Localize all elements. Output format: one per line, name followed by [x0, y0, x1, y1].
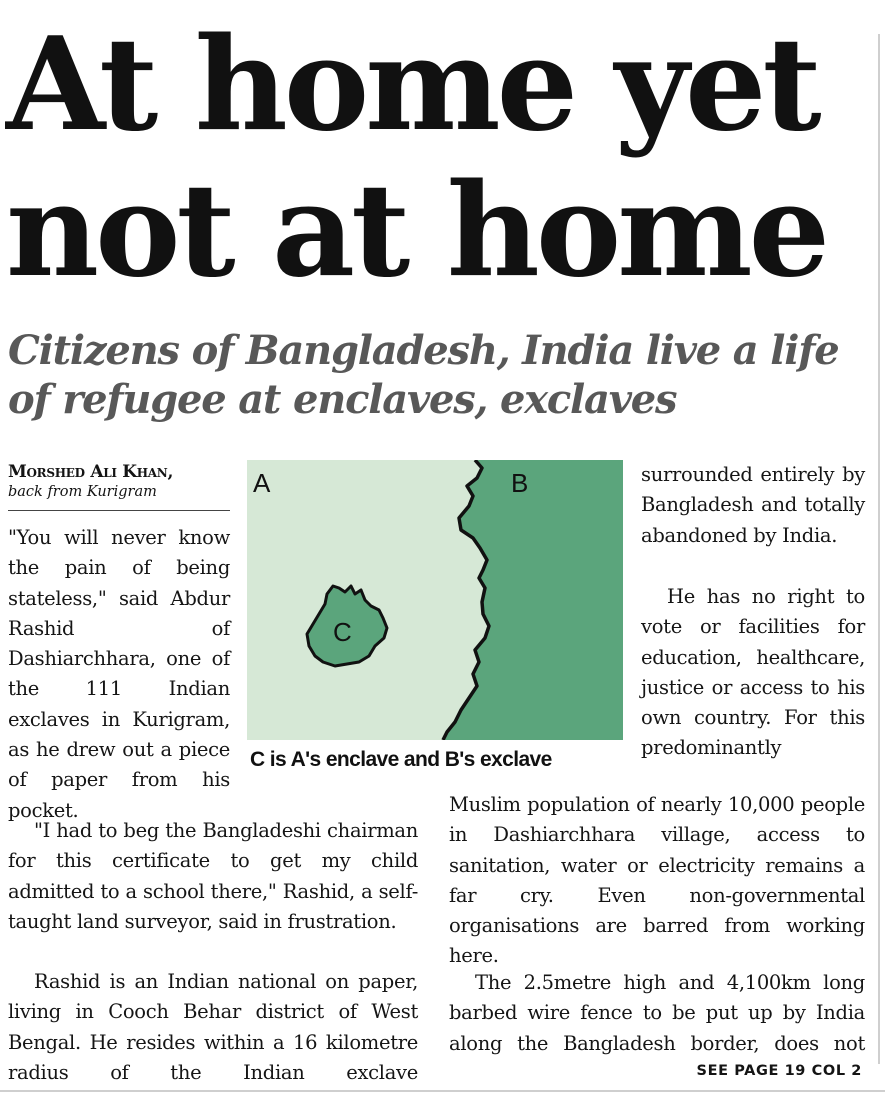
body-column-1-paragraph-1: "You will never know the pain of being stateless," said Abdur Rashid of Dashiarchhara, one of the 111 Indian exclaves in Kurigram, as he drew out a piece of paper from his pocket. [8, 526, 230, 822]
headline-line-2: not at home [6, 156, 827, 306]
body-column-1-paragraph-3: Rashid is an Indian national on paper, living in Cooch Behar district of West Bengal. He resides within a 16 kilometre radius of the Indian exclave [8, 970, 418, 1084]
body-column-1-paragraph-2: "I had to beg the Bangladeshi chairman for this certificate to get my child admitted to a school there," Rashid, a self-taught land surveyor, said in frustration. [8, 819, 418, 933]
map-caption: C is A's enclave and B's exclave [250, 748, 552, 771]
byline-dateline: back from Kurigram [8, 484, 157, 500]
page-edge-rule-right [878, 34, 880, 1064]
headline [6, 12, 826, 304]
subheadline-line-2: of refugee at enclaves, exclaves [8, 376, 677, 423]
subheadline [8, 326, 838, 424]
region-a-label: A [253, 468, 271, 498]
body-column-3-paragraph-3: The 2.5metre high and 4,100km long barbed wire fence to be put up by India along the Bangladesh border, does not [449, 971, 865, 1055]
body-column-3-paragraph-2-start: He has no right to vote or facilities for education, healthcare, justice or access to his own country. For this predominantly [641, 585, 865, 760]
byline-author: Morshed Ali Khan, [8, 462, 174, 482]
byline-divider [8, 510, 230, 511]
headline-line-1: At home yet [6, 10, 818, 160]
enclave-map-svg [247, 460, 623, 740]
subheadline-line-1: Citizens of Bangladesh, India live a life [8, 327, 839, 374]
enclave-c-label: C [333, 617, 352, 647]
enclave-diagram [247, 460, 623, 740]
continued-on-page-line: SEE PAGE 19 COL 2 [696, 1063, 862, 1079]
page-edge-rule-bottom [0, 1090, 885, 1092]
byline [8, 462, 230, 502]
body-column-3-paragraph-2-continued: Muslim population of nearly 10,000 people in Dashiarchhara village, access to sanitation, water or electricity remains a far cry. Even non-governmental organisations are barred from working here. [449, 793, 865, 968]
region-b-label: B [511, 468, 529, 498]
body-column-3-paragraph-1: surrounded entirely by Bangladesh and totally abandoned by India. [641, 463, 865, 547]
